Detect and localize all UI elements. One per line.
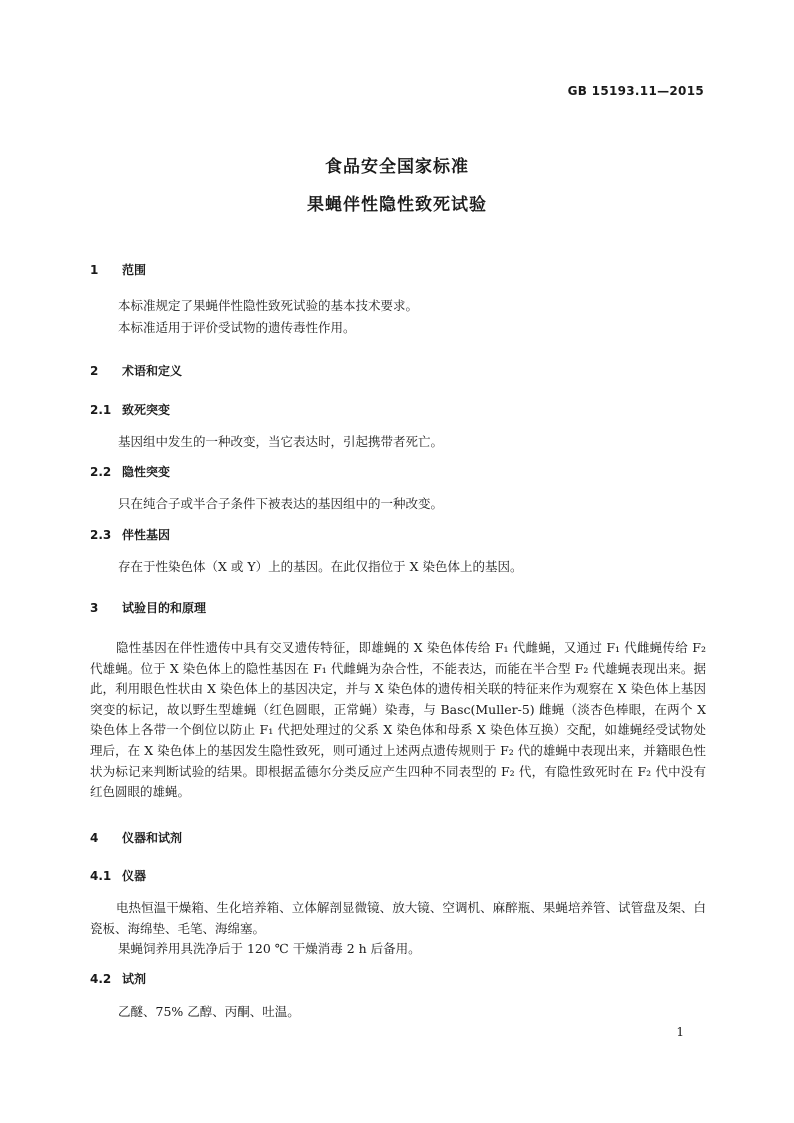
paragraph: 电热恒温干燥箱、生化培养箱、立体解剖显微镜、放大镜、空调机、麻醉瓶、果蝇培养管、试管盘及架、白瓷板、海绵垫、毛笔、海绵塞。 [90,900,706,936]
paragraph: 本标准规定了果蝇伴性隐性致死试验的基本技术要求。 [118,298,419,313]
page-number: 1 [676,1025,684,1039]
section-number: 3 [90,601,99,615]
section-title: 致死突变 [122,403,171,417]
document-subtitle: 果蝇伴性隐性致死试验 [307,195,487,215]
document-title: 食品安全国家标准 [325,157,469,177]
section-number: 2.2 [90,465,112,479]
section-heading-4 [90,829,182,846]
paragraph: 存在于性染色体（X 或 Y）上的基因。在此仅指位于 X 染色体上的基因。 [118,559,523,574]
section-number: 4.2 [90,972,112,986]
section-title: 伴性基因 [122,528,171,542]
section-heading-4-2 [90,970,146,987]
paragraph: 乙醚、75% 乙醇、丙酮、吐温。 [118,1004,300,1019]
section-title: 范围 [122,263,147,277]
section-title: 试剂 [122,972,147,986]
section-title: 术语和定义 [122,364,183,378]
section-number: 2 [90,364,99,378]
section-number: 4.1 [90,869,112,883]
paragraph: 本标准适用于评价受试物的遗传毒性作用。 [118,320,356,335]
section-title: 隐性突变 [122,465,171,479]
paragraph: 隐性基因在伴性遗传中具有交叉遗传特征，即雄蝇的 X 染色体传给 F₁ 代雌蝇，又通过 F₁ 代雌蝇传给 F₂ 代雄蝇。位于 X 染色体上的隐性基因在 F₁ 代雌蝇为杂合性，不能表达，而能在半合型 F₂ 代雄蝇表现出来。据此，利用眼色性状由 X 染色体上的基因决定，并与 X 染色体的遗传相关联的特征来作为观察在 X 染色体上基因突变的标记，故以野生型雄蝇（红色圆眼，正常蝇）染毒，与 Basc(Muller-5) 雌蝇（淡杏色棒眼，在两个 X 染色体上各带一个倒位以防止 F₁ 代把处理过的父系 X 染色体和母系 X 染色体互换）交配，如雄蝇经受试物处理后，在 X 染色体上的基因发生隐性致死，则可通过上述两点遗传规则于 F₂ 代的雄蝇中表现出来，并籍眼色性状为标记来判断试验的结果。即根据孟德尔分类反应产生四种不同表型的 F₂ 代，有隐性致死时在 F₂ 代中没有红色圆眼的雄蝇。 [90,640,706,800]
section-heading-2-2 [90,463,170,480]
paragraph: 只在纯合子或半合子条件下被表达的基因组中的一种改变。 [118,496,444,511]
section-title: 仪器和试剂 [122,831,183,845]
section-number: 1 [90,263,99,277]
section-heading-3 [90,599,206,616]
standard-code: GB 15193.11—2015 [567,84,704,98]
section-heading-2-3 [90,526,170,543]
section-heading-1 [90,261,146,278]
section-number: 4 [90,831,99,845]
paragraph: 果蝇饲养用具洗净后于 120 ℃ 干燥消毒 2 h 后备用。 [118,941,421,956]
section-heading-4-1 [90,867,146,884]
section-number: 2.1 [90,403,112,417]
section-title: 试验目的和原理 [122,601,207,615]
section-number: 2.3 [90,528,112,542]
section-heading-2-1 [90,401,170,418]
paragraph: 基因组中发生的一种改变，当它表达时，引起携带者死亡。 [118,434,444,449]
section-heading-2 [90,362,182,379]
section-title: 仪器 [122,869,147,883]
